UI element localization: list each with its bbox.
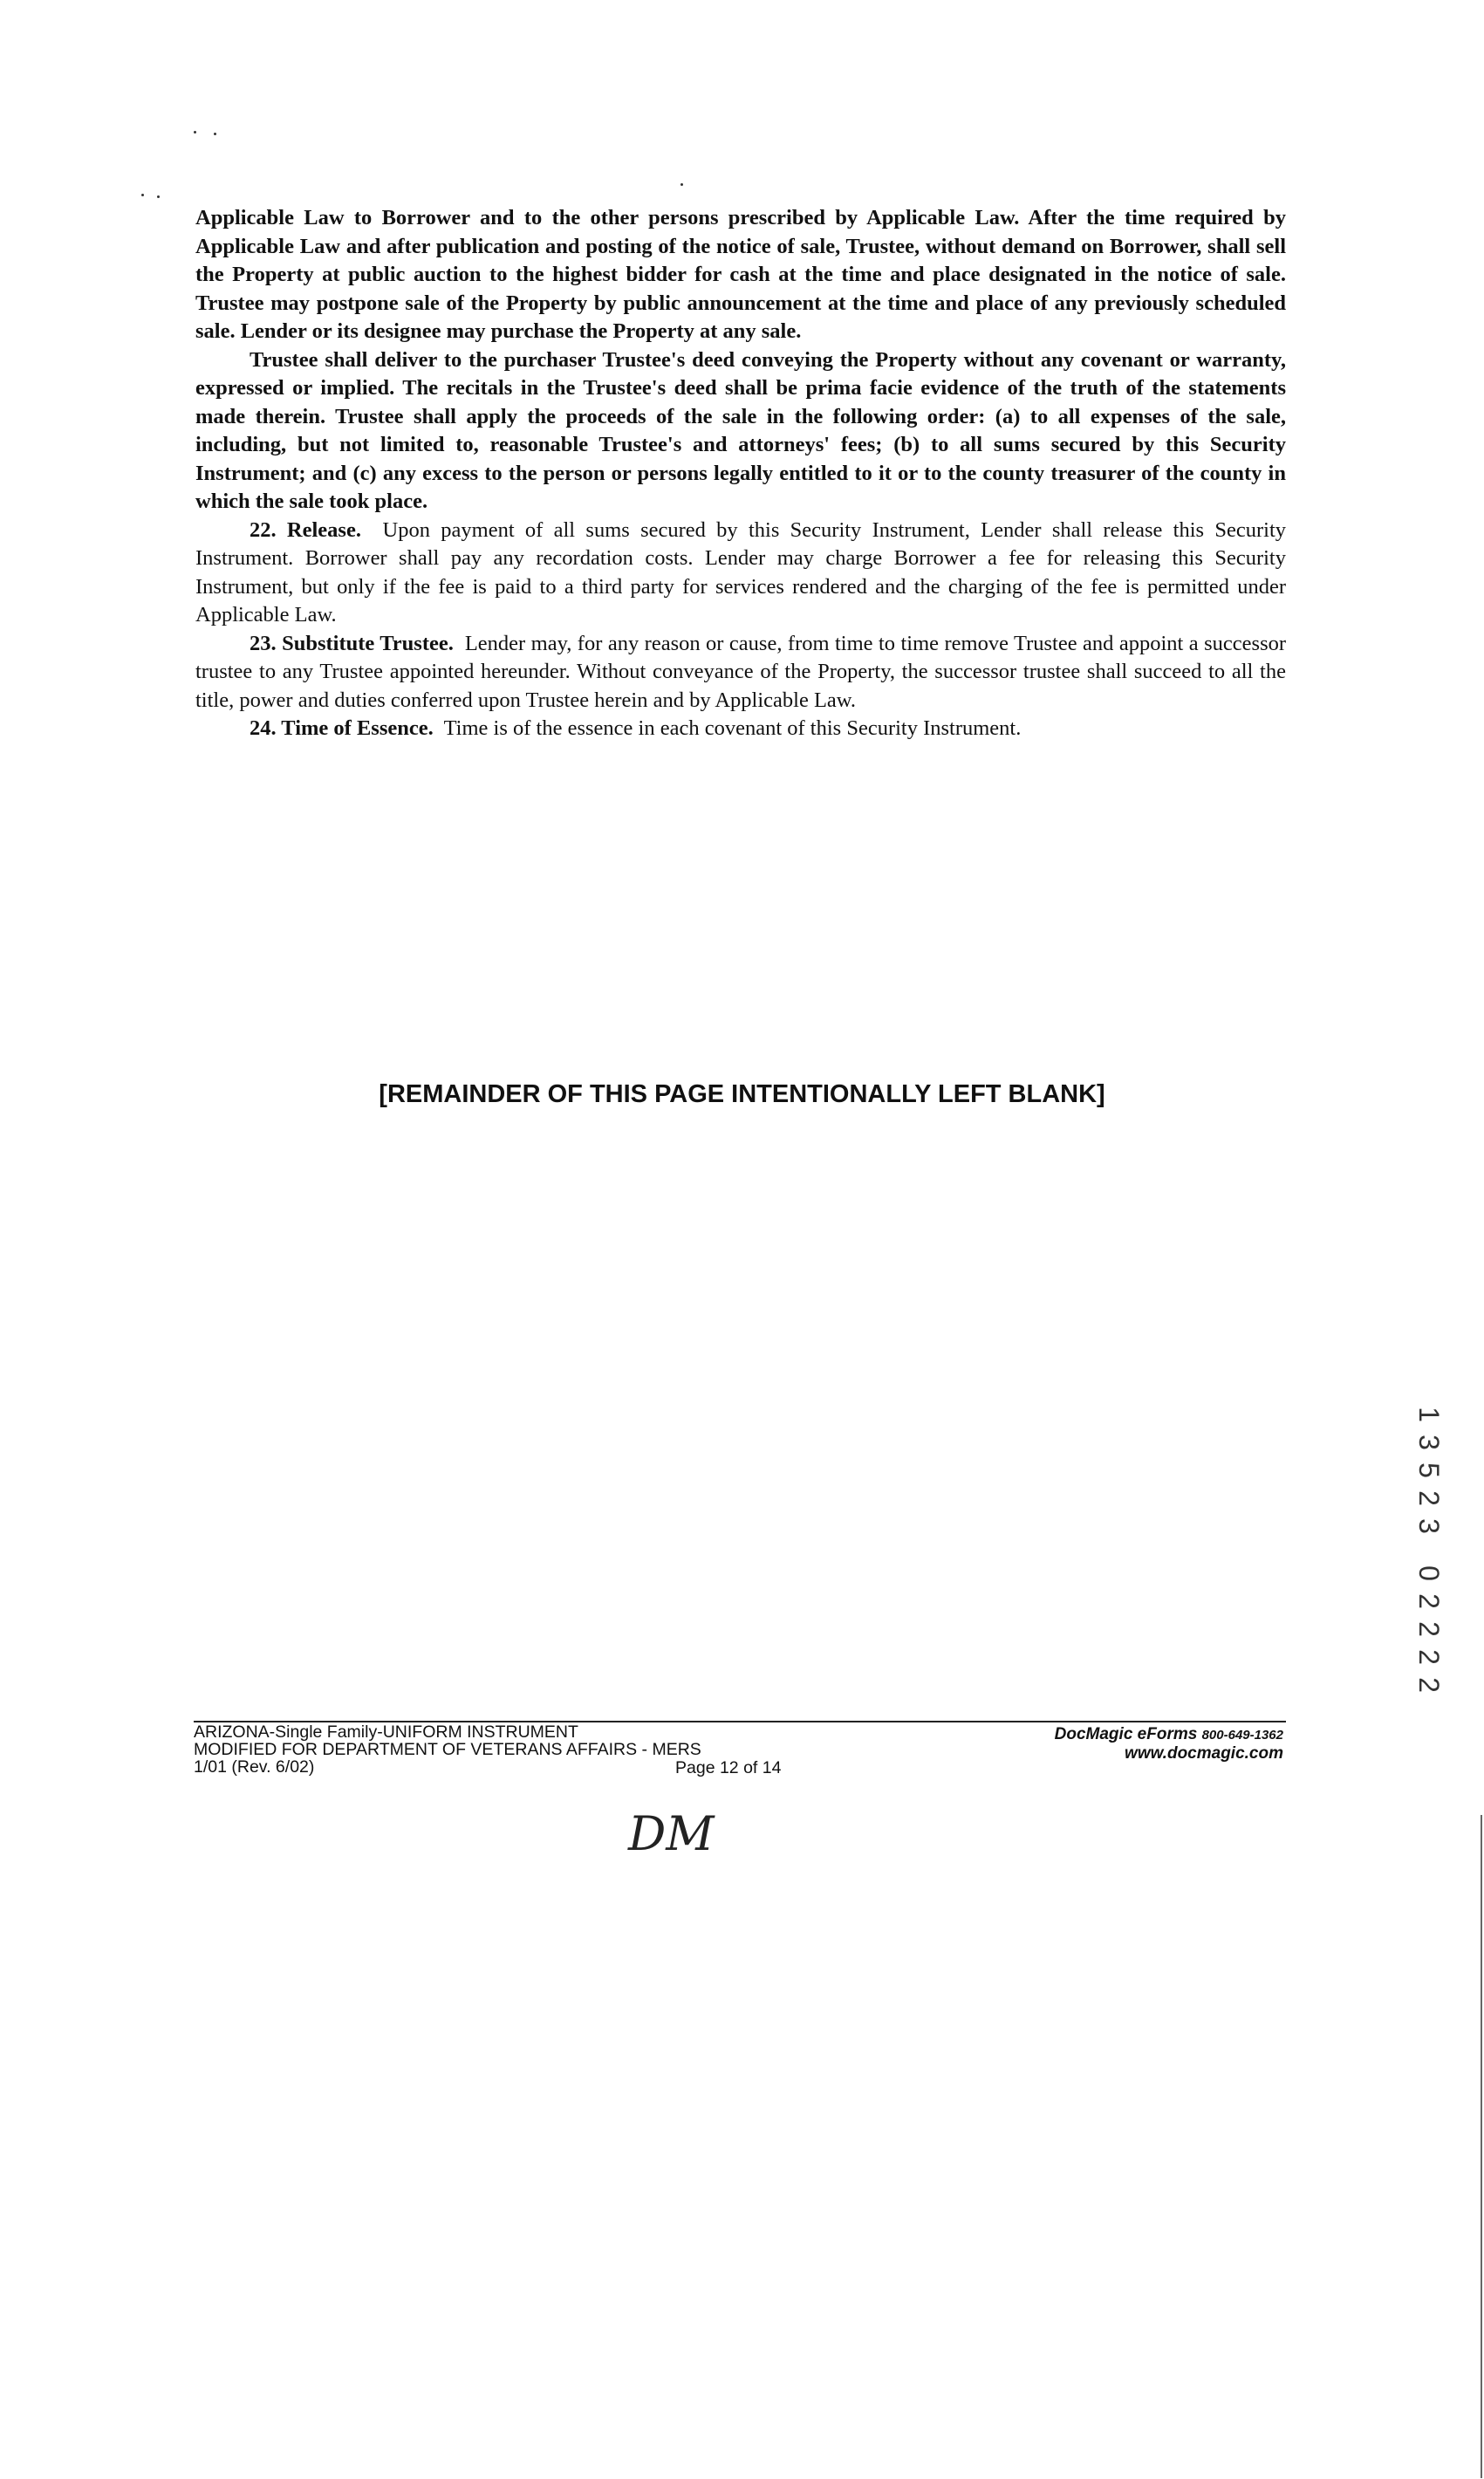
phone-number: 800-649-1362 xyxy=(1201,1728,1283,1743)
page-number: Page 12 of 14 xyxy=(675,1758,782,1777)
paragraph-release: 22. Release. Upon payment of all sums secured by this Security Instrument, Lender shall release this Security Instrument. Borrower shall pay any recordation costs. Lender may charge Borrower a fee for releasing this Security Instrument, but only if the fee is paid to a third party for services rendered and the charging of the fee is permitted under Applicable Law. xyxy=(195,517,1286,627)
section-heading: 23. Substitute Trustee. xyxy=(250,631,454,655)
docmagic-branding xyxy=(1055,1725,1283,1763)
scan-speck xyxy=(214,133,216,135)
paragraph-sale-procedure: Applicable Law to Borrower and to the other persons prescribed by Applicable Law. After the time required by Applicable Law and after publication and posting of the notice of sale, Trustee, without demand on Borrower, shall sell the Property at public auction to the highest bidder for cash at the time and place designated in the notice of sale. Trustee may postpone sale of the Property by public announcement at the time and place of any previously scheduled sale. Lender or its designee may purchase the Property at any sale. xyxy=(195,206,1286,343)
scan-edge-line xyxy=(1481,1815,1482,2478)
recording-number-stamp: 1 3 5 2 3 0 2 2 2 2 xyxy=(1413,1407,1445,1693)
blank-page-notice: [REMAINDER OF THIS PAGE INTENTIONALLY LEFT BLANK] xyxy=(379,1080,1105,1108)
docmagic-logo: DocMagic eForms xyxy=(1054,1725,1198,1743)
section-heading: 24. Time of Essence. xyxy=(250,716,434,740)
paragraph-trustee-deed: Trustee shall deliver to the purchaser Trustee's deed conveying the Property without any covenant or warranty, expressed or implied. The recitals in the Trustee's deed shall be prima facie evidence of the truth of the statements made therein. Trustee shall apply the proceeds of the sale in the following order: (a) to all expenses of the sale, including, but not limited to, reasonable Trustee's and attorneys' fees; (b) to all sums secured by this Security Instrument; and (c) any excess to the person or persons legally entitled to it or to the county treasurer of the county in which the sale took place. xyxy=(195,347,1286,513)
paragraph-substitute-trustee: 23. Substitute Trustee. Lender may, for any reason or cause, from time to time remove Trustee and appoint a successor trustee to any Trustee appointed hereunder. Without conveyance of the Property, the successor trustee shall succeed to all the title, power and duties conferred upon Trustee herein and by Applicable Law. xyxy=(195,631,1287,712)
paragraph-time-of-essence: 24. Time of Essence. Time is of the essence in each covenant of this Security Instrument. xyxy=(250,716,1022,740)
scan-speck xyxy=(680,183,683,186)
scan-speck xyxy=(194,131,196,134)
section-heading: 22. Release. xyxy=(250,517,361,542)
scan-speck xyxy=(157,195,160,198)
scan-speck xyxy=(141,194,144,196)
handwritten-initials: DM xyxy=(628,1806,715,1861)
website-url: www.docmagic.com xyxy=(1125,1744,1283,1763)
document-body xyxy=(195,204,1286,743)
form-identifier: ARIZONA-Single Family-UNIFORM INSTRUMENT MODIFIED FOR DEPARTMENT OF VETERANS AFFAIRS - MERS 1/01 (Rev. 6/02) xyxy=(194,1722,701,1777)
